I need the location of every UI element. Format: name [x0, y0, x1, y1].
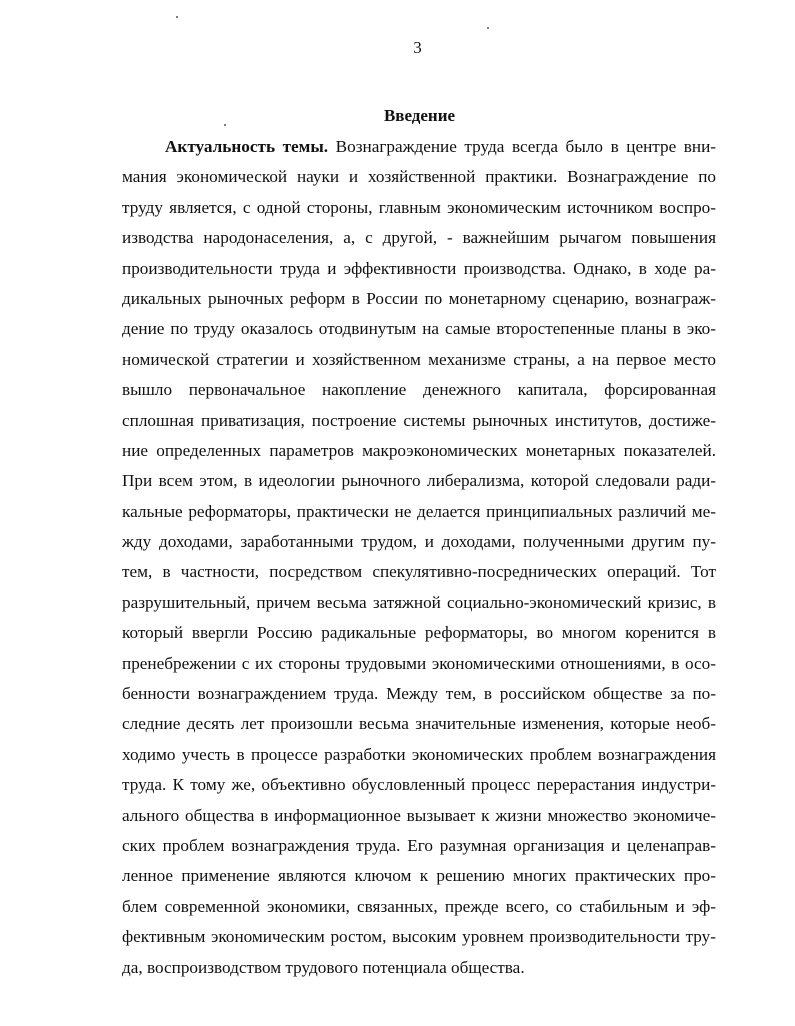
section-heading: Введение — [383, 106, 456, 125]
text-line: тем, в частности, посредством спекулятивно-посреднических операций. Тот — [122, 562, 716, 582]
text-line: изводства народонаселения, а, с другой, - важнейшим рычагом повышения — [122, 228, 716, 248]
text-line: кальные реформаторы, практически не делается принципиальных различий ме- — [122, 501, 716, 521]
text-line: труда. К тому же, объективно обусловленный процесс перерастания индустри- — [122, 775, 716, 795]
text-line: сплошная приватизация, построение системы рыночных институтов, достиже- — [122, 410, 716, 430]
text-line: ального общества в информационное вызывает к жизни множество экономиче- — [122, 805, 716, 825]
text-line: производительности труда и эффективности производства. Однако, в ходе ра- — [122, 258, 716, 278]
paragraph-first-line — [122, 132, 716, 162]
text-line: труду является, с одной стороны, главным экономическим источником воспро- — [122, 197, 716, 217]
text-line: вышло первоначальное накопление денежного капитала, форсированная — [122, 380, 716, 400]
text-line: ходимо учесть в процессе разработки экономических проблем вознаграждения — [122, 744, 716, 764]
text-line: жду доходами, заработанными трудом, и доходами, полученными другим пу- — [122, 532, 716, 552]
body-paragraph — [122, 132, 716, 983]
text-line: При всем этом, в идеологии рыночного либерализма, которой следовали ради- — [122, 471, 716, 491]
first-line-text: Вознаграждение труда всегда было в центре вни- — [328, 137, 716, 156]
text-line: пренебрежении с их стороны трудовыми экономическими отношениями, в осо- — [122, 653, 716, 673]
text-line: дение по труду оказалось отодвинутым на самые второстепенные планы в эко- — [122, 319, 716, 339]
text-line-last: да, воспроизводством трудового потенциала общества. — [122, 957, 525, 977]
scan-speck — [176, 16, 178, 18]
page-number: 3 — [413, 38, 422, 57]
text-line: ние определенных параметров макроэкономических монетарных показателей. — [122, 440, 716, 460]
text-line: который ввергли Россию радикальные реформаторы, во многом коренится в — [122, 623, 716, 643]
text-line: дикальных рыночных реформ в России по монетарному сценарию, вознаграж- — [122, 288, 716, 308]
text-line: ских проблем вознаграждения труда. Его разумная организация и целенаправ- — [122, 835, 716, 855]
text-line: бенности вознаграждением труда. Между тем, в российском обществе за по- — [122, 684, 716, 704]
scan-speck — [487, 27, 489, 29]
text-line: блем современной экономики, связанных, прежде всего, со стабильным и эф- — [122, 896, 716, 916]
lead-phrase: Актуальность темы. — [165, 137, 329, 156]
text-line: ленное применение являются ключом к решению многих практических про- — [122, 866, 716, 886]
text-line: следние десять лет произошли весьма значительные изменения, которые необ- — [122, 714, 716, 734]
text-line: разрушительный, причем весьма затяжной социально-экономический кризис, в — [122, 592, 716, 612]
text-line: номической стратегии и хозяйственном механизме страны, а на первое место — [122, 349, 716, 369]
text-line: фективным экономическим ростом, высоким уровнем производительности тру- — [122, 927, 716, 947]
text-line: мания экономической науки и хозяйственной практики. Вознаграждение по — [122, 167, 716, 187]
